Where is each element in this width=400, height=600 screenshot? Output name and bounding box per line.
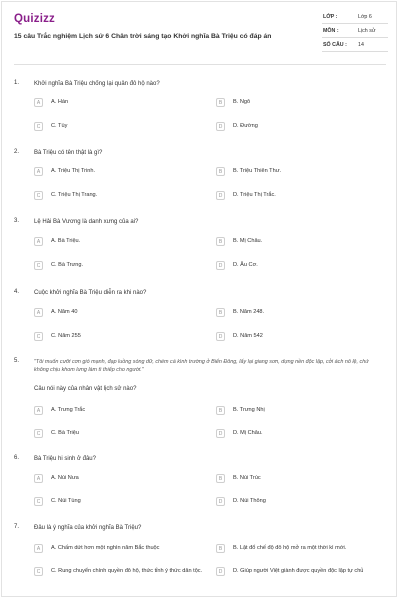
question-number: 6. <box>14 455 20 461</box>
worksheet-header <box>14 10 386 62</box>
option-text: D. Âu Cơ. <box>233 262 258 268</box>
option-letter-box: C <box>34 497 43 506</box>
question-text: Lệ Hải Bà Vương là danh xưng của ai? <box>34 219 139 225</box>
option-text: D. Núi Thông <box>233 498 266 504</box>
option-letter-box: D <box>216 261 225 270</box>
option-letter-box: D <box>216 497 225 506</box>
option-letter-box: A <box>34 308 43 317</box>
option-text: C. Bà Triệu <box>51 430 79 436</box>
option-text: C. Bà Trưng. <box>51 262 84 268</box>
option-text: A. Hán <box>51 99 69 105</box>
page-border <box>1 1 397 597</box>
question-number: 3. <box>14 218 20 224</box>
option-text: C. Núi Tùng <box>51 498 81 504</box>
question-number: 5. <box>14 358 20 364</box>
option-letter-box: D <box>216 567 225 576</box>
question-text: Cuộc khởi nghĩa Bà Triệu diễn ra khi nào? <box>34 290 147 296</box>
meta-row-subject <box>322 24 388 38</box>
option-text: C. Triệu Thị Trang. <box>51 192 98 198</box>
meta-key: MÔN : <box>323 28 339 34</box>
option-text: D. Năm 542 <box>233 333 263 339</box>
option-letter-box: D <box>216 332 225 341</box>
option-letter-box: C <box>34 429 43 438</box>
meta-value: Lịch sử <box>358 28 376 34</box>
question-number: 1. <box>14 80 20 86</box>
option-letter-box: B <box>216 98 225 107</box>
option-letter-box: B <box>216 308 225 317</box>
option-text: D. Đường <box>233 123 258 129</box>
option-letter-box: C <box>34 261 43 270</box>
option-text: B. Trưng Nhị <box>233 407 265 413</box>
option-letter-box: A <box>34 237 43 246</box>
option-text: C. Rung chuyển chính quyền đô hộ, thức tỉnh ý thức dân tộc. <box>51 568 203 574</box>
option-text: B. Núi Trúc <box>233 475 261 481</box>
question-number: 4. <box>14 289 20 295</box>
meta-value: Lớp 6 <box>358 14 372 20</box>
option-letter-box: A <box>34 98 43 107</box>
option-text: B. Ngô <box>233 99 251 105</box>
option-text: A. Bà Triệu. <box>51 238 81 244</box>
option-letter-box: B <box>216 544 225 553</box>
option-letter-box: A <box>34 544 43 553</box>
option-text: A. Núi Nưa <box>51 475 79 481</box>
question-number: 2. <box>14 149 20 155</box>
option-text: D. Giúp người Việt giành được quyền độc lập tự chủ <box>233 568 364 574</box>
option-letter-box: D <box>216 191 225 200</box>
option-letter-box: D <box>216 429 225 438</box>
option-letter-box: C <box>34 332 43 341</box>
header-divider <box>14 64 386 65</box>
option-letter-box: A <box>34 474 43 483</box>
option-text: B. Lật đổ chế độ đô hộ mở ra một thời kì mới. <box>233 545 347 551</box>
question-number: 7. <box>14 524 20 530</box>
question-text: Bà Triệu hi sinh ở đâu? <box>34 456 96 462</box>
option-letter-box: C <box>34 567 43 576</box>
option-text: B. Triệu Thiên Thư. <box>233 168 281 174</box>
question-text: Câu nói này của nhân vật lịch sử nào? <box>34 386 137 392</box>
option-text: C. Năm 255 <box>51 333 81 339</box>
option-letter-box: C <box>34 122 43 131</box>
option-text: C. Tùy <box>51 123 68 129</box>
option-letter-box: A <box>34 406 43 415</box>
meta-key: SỐ CÂU : <box>323 42 347 48</box>
worksheet-title: 15 câu Trắc nghiệm Lịch sử 6 Chân trời sáng tạo Khởi nghĩa Bà Triệu có đáp án <box>14 33 272 40</box>
question-quote: "Tôi muốn cưỡi cơn gió mạnh, đạp luồng sóng dữ, chém cá kình trường ở Biển Đông, lấy lại giang sơn, dựng nền độc lập, cởi ách nô lệ, chứ không chịu khom lưng làm tì thiếp cho người." <box>34 359 369 373</box>
meta-row-count <box>322 38 388 52</box>
option-text: A. Triệu Thị Trinh. <box>51 168 96 174</box>
meta-value: 14 <box>358 42 364 48</box>
option-letter-box: D <box>216 122 225 131</box>
option-letter-box: B <box>216 474 225 483</box>
option-text: A. Năm 40 <box>51 309 78 315</box>
option-text: A. Chấm dứt hơn một nghìn năm Bắc thuộc <box>51 545 160 551</box>
option-letter-box: B <box>216 167 225 176</box>
option-letter-box: B <box>216 237 225 246</box>
quizizz-logo: Quizizz <box>14 13 56 25</box>
option-letter-box: A <box>34 167 43 176</box>
option-text: A. Trưng Trắc <box>51 407 86 413</box>
option-letter-box: C <box>34 191 43 200</box>
option-letter-box: B <box>216 406 225 415</box>
meta-key: LỚP : <box>323 14 338 20</box>
question-text: Khởi nghĩa Bà Triệu chống lại quân đô hộ nào? <box>34 81 160 87</box>
question-text: Đâu là ý nghĩa của khởi nghĩa Bà Triệu? <box>34 525 142 531</box>
option-text: D. Triệu Thị Trắc. <box>233 192 276 198</box>
option-text: D. Mị Châu. <box>233 430 263 436</box>
option-text: B. Mị Châu. <box>233 238 263 244</box>
question-text: Bà Triệu có tên thật là gì? <box>34 150 103 156</box>
meta-table <box>322 10 388 52</box>
option-text: B. Năm 248. <box>233 309 265 315</box>
meta-row-grade <box>322 10 388 24</box>
